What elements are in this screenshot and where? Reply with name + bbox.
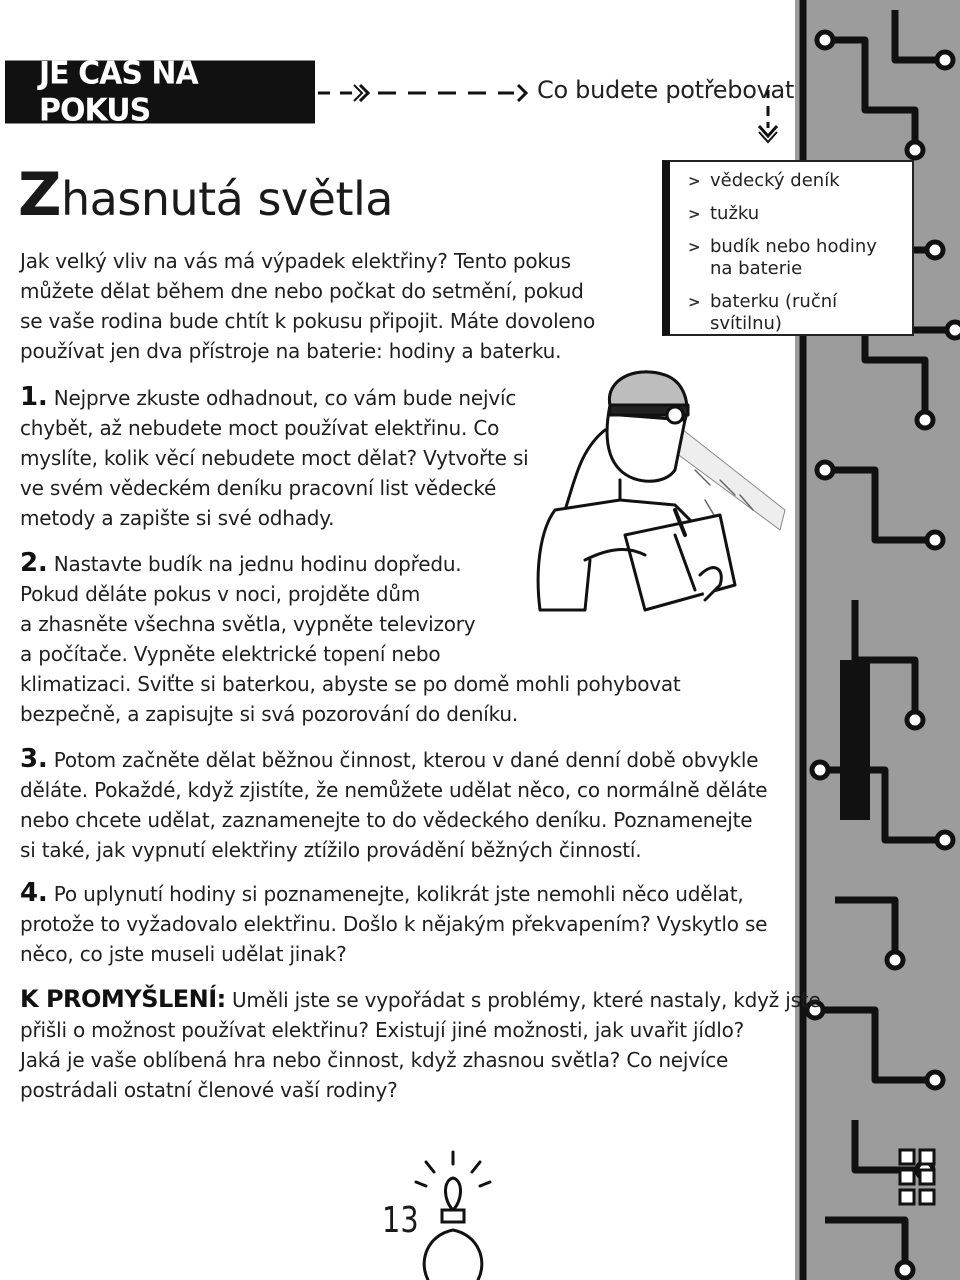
chevron-bullet-icon: > — [688, 205, 701, 223]
materials-box — [662, 160, 914, 336]
reflection-label: K PROMYŠLENÍ: — [20, 985, 226, 1013]
needs-heading: Co budete potřebovat — [537, 76, 794, 104]
step-4: 4. Po uplynutí hodiny si poznamenejte, kolikrát jste nemohli něco udělat, protože to vyžadovalo elektřinu. Došlo k nějakým překvapením? Vyskytlo se něco, co jste museli udělat jinak? — [20, 878, 768, 966]
step-number: 4. — [20, 878, 48, 908]
banner-label: JE ČAS NA POKUS — [39, 55, 198, 129]
title-rest: hasnutá světla — [61, 172, 393, 226]
page-title — [18, 160, 393, 230]
chevron-bullet-icon: > — [688, 238, 701, 256]
step-1: 1. Nejprve zkuste odhadnout, co vám bude nejvíc chybět, až nebudete moct používat elektřinu. Co myslíte, kolik věcí nebudete moct dělat? Vytvořte si ve svém vědeckém deníku pracovní list vědecké metody a zapište si své odhady. — [20, 382, 529, 530]
list-item: > budík nebo hodiny na baterie — [688, 236, 877, 279]
chevron-bullet-icon: > — [688, 293, 701, 311]
list-item: > baterku (ruční svítilnu) — [688, 291, 838, 334]
list-item: > vědecký deník — [688, 170, 840, 191]
lightbulb-icon — [408, 1150, 498, 1280]
step-number: 1. — [20, 382, 48, 412]
down-arrow — [755, 88, 781, 146]
step-2: 2. Nastavte budík na jednu hodinu dopředu. Pokud děláte pokus v noci, projděte dům a zhasněte všechna světla, vypněte televizory a počítače. Vypněte elektrické topení nebo klimatizaci. Sviťte si baterkou, abyste se po domě mohli pohybovat bezpečně, a zapisujte si svá pozorování do deníku. — [20, 548, 681, 726]
materials-list — [684, 170, 902, 335]
step-number: 3. — [20, 744, 48, 774]
girl-with-headlamp-illustration — [525, 360, 795, 630]
step-number: 2. — [20, 548, 48, 578]
title-initial: Z — [18, 160, 62, 230]
dashed-arrow — [318, 80, 533, 106]
reflection-section: K PROMYŠLENÍ: Uměli jste se vypořádat s problémy, které nastaly, když jste přišli o možnost používat elektřinu? Existují jiné možnosti, jak uvařit jídlo? Jaká je vaše oblíbená hra nebo činnost, když zhasnou světla? Co nejvíce postrádali ostatní členové vaší rodiny? — [20, 985, 821, 1102]
page-number: 13 — [382, 1200, 419, 1241]
chevron-bullet-icon: > — [688, 172, 701, 190]
intro-paragraph: Jak velký vliv na vás má výpadek elektřiny? Tento pokus můžete dělat během dne nebo počkat do setmění, pokud se vaše rodina bude chtít k pokusu připojit. Máte dovoleno používat jen dva přístroje na baterie: hodiny a baterku. — [20, 249, 596, 363]
list-item: > tužku — [688, 203, 760, 224]
section-banner — [5, 55, 315, 129]
step-3: 3. Potom začněte dělat běžnou činnost, kterou v dané denní době obvykle děláte. Pokaždé, když zjistíte, že nemůžete udělat něco, co normálně děláte nebo chcete udělat, zaznamenejte to do vědeckého deníku. Poznamenejte si také, jak vypnutí elektřiny ztížilo provádění běžných činností. — [20, 744, 768, 862]
